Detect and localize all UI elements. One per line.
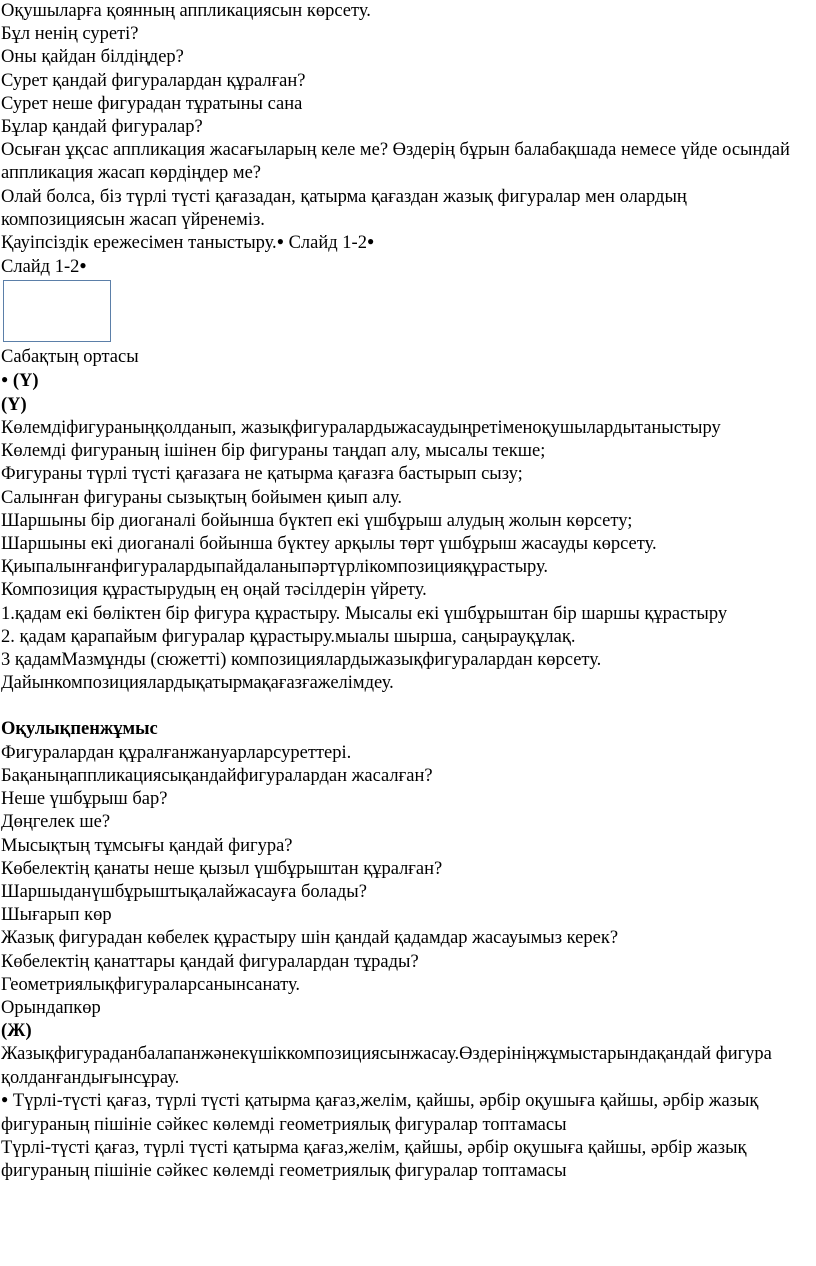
- image-placeholder-box: [3, 280, 111, 342]
- slide-line: [1, 256, 813, 280]
- slide-label: Слайд 1-2: [1, 257, 80, 278]
- text-line: Салынған фигураны сызықтың бойымен қиып алу.: [1, 487, 403, 508]
- text-line: (Ж): [1, 1021, 32, 1042]
- text-line: Бұл ненің суреті?: [1, 24, 139, 45]
- text-span: (Ү): [12, 370, 39, 391]
- text-line: Композиция құрастырудың ең оңай тәсілдерін үйрету.: [1, 580, 427, 601]
- text-line: Сурет неше фигурадан тұратыны сана: [1, 93, 303, 114]
- text-line: Фигураны түрлі түсті қағазаға не қатырма қағазға бастырып сызу;: [1, 464, 523, 485]
- text-span: Түрлі-түсті қағаз, түрлі түсті қатырма қағаз,желім, қайшы, әрбір оқушыға қайшы, әрбір жазық фигураның пішініе сәйкес көлемді геометриялық фигуралар топтамасы: [1, 1090, 759, 1135]
- document-page: [1, 0, 813, 1184]
- text-line: Сурет қандай фигуралардан құралған?: [1, 70, 306, 91]
- text-line: Көлемді фигураның ішінен бір фигураны таңдап алу, мысалы текше;: [1, 441, 546, 462]
- text-line: Шаршыны екі диоганалі бойынша бүктеу арқылы төрт үшбұрыш жасауды көрсету.: [1, 534, 657, 555]
- text-line: Дөңгелек ше?: [1, 812, 111, 833]
- text-line: Шаршыданүшбұрыштықалайжасауға болады?: [1, 881, 367, 902]
- text-line: Бұлар қандай фигуралар?: [1, 117, 203, 138]
- text-line: Шаршыны бір диоганалі бойынша бүктеп екі үшбұрыш алудың жолын көрсету;: [1, 510, 633, 531]
- slide-label: Слайд 1-2: [288, 233, 367, 254]
- bullet-icon: ●: [1, 1091, 9, 1106]
- safety-line: [1, 232, 813, 256]
- text-line: Оқушыларға қоянның аппликациясын көрсету.: [1, 1, 371, 21]
- text-line: 2. қадам қарапайым фигуралар құрастыру.мыалы шырша, саңырауқұлақ.: [1, 626, 576, 647]
- spacer: [1, 695, 813, 718]
- text-line: Бақаныңаппликациясықандайфигуралардан жасалған?: [1, 765, 433, 786]
- text-paragraph: 1.қадам екі бөліктен бір фигура құрастыру. Мысалы екі үшбұрыштан бір шаршы құрастыру: [1, 603, 728, 624]
- bullet-icon: ●: [366, 234, 375, 249]
- text-line: Шығарып көр: [1, 905, 112, 926]
- bullet-icon: ●: [79, 258, 87, 273]
- text-paragraph: Жазықфигураданбалапанжәнекүшіккомпозициясынжасау.Өздерініңжұмыстарындақандай фигура қолданғандығынсұрау.: [1, 1044, 772, 1088]
- text-line: Оны қайдан білдіңдер?: [1, 47, 184, 68]
- text-line: Дайынкомпозициялардықатырмақағазғажелімдеу.: [1, 673, 394, 694]
- text-line: 3 қадамМазмұнды (сюжетті) композициялардыжазықфигуралардан көрсету.: [1, 650, 602, 671]
- text-line: Көбелектің қанаты неше қызыл үшбұрыштан құралған?: [1, 858, 443, 879]
- text-line: Жазық фигурадан көбелек құрастыру шін қандай қадамдар жасауымыз керек?: [1, 928, 619, 949]
- text-line: Қиыпалынғанфигуралардыпайдаланыпәртүрлікомпозицияқұрастыру.: [1, 557, 549, 578]
- text-span: Қауіпсіздік ережесімен таныстыру.: [1, 233, 277, 254]
- bullet-paragraph: [1, 1090, 813, 1137]
- text-paragraph: Түрлі-түсті қағаз, түрлі түсті қатырма қағаз,желім, қайшы, әрбір оқушыға қайшы, әрбір жазық фигураның пішініе сәйкес көлемді геометриялық фигуралар топтамасы: [1, 1138, 747, 1182]
- text-line: Көлемдіфигураныңқолданып, жазықфигуралардыжасаудыңретіменоқушылардытаныстыру: [1, 418, 721, 439]
- section-heading: Оқулықпенжұмыс: [1, 719, 158, 740]
- bullet-icon: ●: [276, 234, 284, 249]
- text-line: Орындапкөр: [1, 997, 101, 1018]
- text-line: Фигуралардан құралғанжануарларсуреттері.: [1, 742, 352, 763]
- bullet-line: [1, 370, 813, 394]
- bullet-icon: ●: [1, 371, 9, 386]
- text-line: Геометриялықфигураларсанынсанату.: [1, 974, 300, 995]
- text-paragraph: Осыған ұқсас аппликация жасағыларың келе ме? Өздерің бұрын балабақшада немесе үйде осындай аппликация жасап көрдіңдер ме?: [1, 140, 790, 184]
- text-line: Неше үшбұрыш бар?: [1, 789, 168, 810]
- text-paragraph: Олай болса, біз түрлі түсті қағазадан, қатырма қағаздан жазық фигуралар мен олардың композициясын жасап үйренеміз.: [1, 186, 687, 230]
- text-line: (Ү): [1, 394, 27, 415]
- text-line: Мысықтың тұмсығы қандай фигура?: [1, 835, 293, 856]
- section-heading: Сабақтың ортасы: [1, 347, 139, 368]
- text-line: Көбелектің қанаттары қандай фигуралардан тұрады?: [1, 951, 419, 972]
